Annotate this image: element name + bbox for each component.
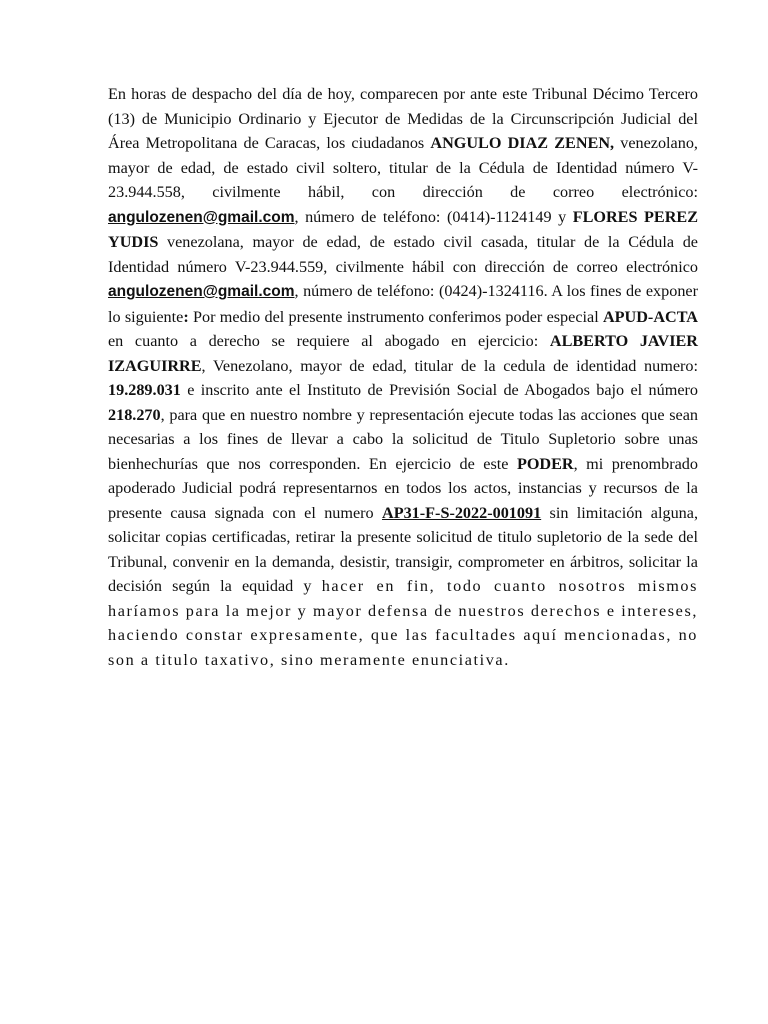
- name-angulo-diaz-zenen: ANGULO DIAZ ZENEN,: [430, 134, 615, 152]
- inpre-number: 218.270: [108, 405, 161, 424]
- text-closing: hacer en fin, todo cuanto nosotros mismos haríamos para la mejor y mayor defensa de nuestros derechos e intereses, haciendo constar expresamente, que las facultades aquí mencionadas, no son a titulo taxativo, sino meramente enunciativa.: [108, 577, 699, 669]
- case-number: AP31-F-S-2022-001091: [382, 503, 542, 522]
- text-poder-intro: Por medio del presente instrumento conferimos poder especial: [188, 307, 603, 326]
- text-person2-details: venezolana, mayor de edad, de estado civil casada, titular de la Cédula de Identidad número V-23.944.559, civilmente hábil con dirección de correo electrónico: [108, 233, 698, 276]
- text-abogado-details: , Venezolano, mayor de edad, titular de la cedula de identidad numero:: [201, 356, 698, 375]
- text-person1-details: venezolano, mayor de edad, de estado civil soltero, titular de la Cédula de Identidad número V-23.944.558, civilmente hábil, con dirección de correo electrónico:: [108, 134, 698, 201]
- name-flores-perez-yudis: FLORES PEREZ YUDIS: [108, 207, 698, 251]
- text-abogado-intro: en cuanto a derecho se requiere al abogado en ejercicio:: [108, 332, 550, 350]
- text-facultades: sin limitación alguna, solicitar copias certificadas, retirar la presente solicitud de titulo supletorio de la sede del Tribunal, convenir en la demanda, desistir, transigir, comprometer en árbitros, solicitar la decisión según la equidad y: [108, 503, 698, 595]
- email-link-1[interactable]: angulozenen@gmail.com: [108, 208, 295, 226]
- text-phone-1: , número de teléfono: (0414)-1124149 y: [294, 207, 573, 226]
- email-link-2[interactable]: angulozenen@gmail.com: [108, 283, 295, 300]
- text-representacion: , mi prenombrado apoderado Judicial podrá representarnos en todos los actos, instancias y recursos de la presente causa signada con el numero: [108, 454, 698, 522]
- poder-term: PODER: [516, 454, 574, 473]
- colon-bold: :: [183, 307, 189, 326]
- name-alberto-javier-izaguirre: ALBERTO JAVIER IZAGUIRRE: [108, 332, 698, 375]
- document-page: [108, 82, 698, 672]
- text-acciones: , para que en nuestro nombre y representación ejecute todas las acciones que sean necesarias a los fines de llevar a cabo la solicitud de Titulo Supletorio sobre unas bienhechurías que nos corresponden. En ejercicio de este: [108, 405, 698, 473]
- text-intro: En horas de despacho del día de hoy, comparecen por ante este Tribunal Décimo Tercero (13) de Municipio Ordinario y Ejecutor de Medidas de la Circunscripción Judicial del Área Metropolitana de Caracas, los ciudadanos: [108, 85, 698, 152]
- apud-acta-term: APUD-ACTA: [602, 307, 698, 326]
- body-paragraph: [108, 82, 698, 672]
- text-inpre-intro: e inscrito ante el Instituto de Previsión Social de Abogados bajo el número: [180, 381, 698, 399]
- text-phone-2: , número de teléfono: (0424)-1324116. A los fines de exponer lo siguiente: [108, 282, 698, 326]
- cedula-abogado: 19.289.031: [108, 381, 181, 399]
